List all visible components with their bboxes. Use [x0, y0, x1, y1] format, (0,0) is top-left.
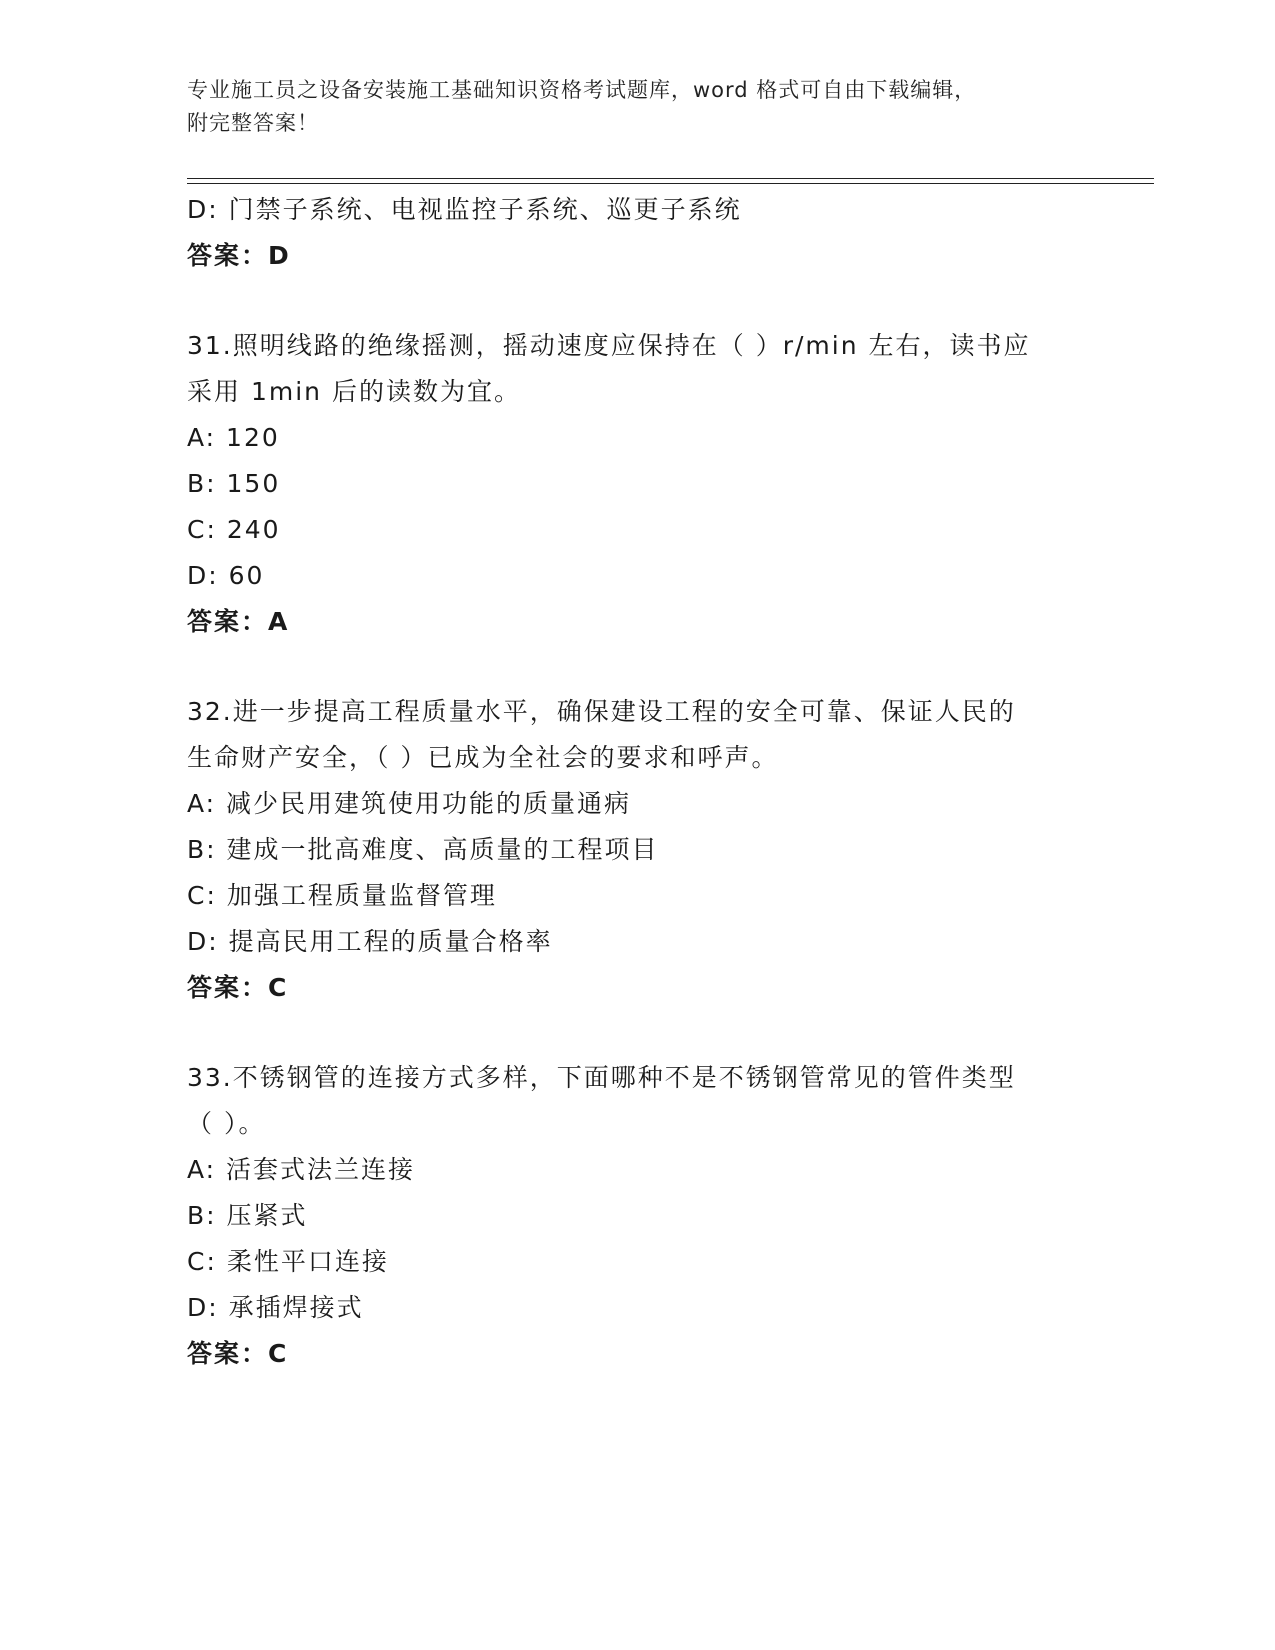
- answer-line: 答案：A: [187, 607, 290, 636]
- answer-line: 答案：D: [187, 241, 291, 270]
- question-stem: 31.照明线路的绝缘摇测，摇动速度应保持在（ ）r/min 左右，读书应: [187, 331, 1031, 360]
- option-d: D: 门禁子系统、电视监控子系统、巡更子系统: [187, 195, 742, 224]
- option-c: C: 240: [187, 515, 281, 544]
- answer-line: 答案：C: [187, 973, 289, 1002]
- previous-question-tail: [187, 187, 1087, 279]
- answer-line: 答案：C: [187, 1339, 289, 1368]
- document-header: [187, 74, 1087, 140]
- option-c: C: 加强工程质量监督管理: [187, 881, 497, 910]
- question-stem-cont: （ ）。: [187, 1109, 266, 1138]
- question-stem-cont: 采用 1min 后的读数为宜。: [187, 377, 521, 406]
- question-31: [187, 323, 1087, 645]
- option-b: B: 建成一批高难度、高质量的工程项目: [187, 835, 659, 864]
- option-c: C: 柔性平口连接: [187, 1247, 389, 1276]
- option-a: A: 减少民用建筑使用功能的质量通病: [187, 789, 632, 818]
- question-list: [187, 187, 1087, 1377]
- option-a: A: 120: [187, 423, 280, 452]
- header-line-1: 专业施工员之设备安装施工基础知识资格考试题库，word 格式可自由下载编辑，: [187, 78, 977, 102]
- question-32: [187, 689, 1087, 1011]
- option-d: D: 提高民用工程的质量合格率: [187, 927, 553, 956]
- header-line-2: 附完整答案！: [187, 111, 319, 135]
- header-divider-top: [187, 178, 1154, 179]
- question-stem-cont: 生命财产安全，（ ）已成为全社会的要求和呼声。: [187, 743, 779, 772]
- question-stem: 33.不锈钢管的连接方式多样，下面哪种不是不锈钢管常见的管件类型: [187, 1063, 1016, 1092]
- question-stem: 32.进一步提高工程质量水平，确保建设工程的安全可靠、保证人民的: [187, 697, 1016, 726]
- header-divider-bottom: [187, 183, 1154, 184]
- option-a: A: 活套式法兰连接: [187, 1155, 416, 1184]
- option-d: D: 60: [187, 561, 265, 590]
- option-d: D: 承插焊接式: [187, 1293, 364, 1322]
- option-b: B: 150: [187, 469, 281, 498]
- question-33: [187, 1055, 1087, 1377]
- option-b: B: 压紧式: [187, 1201, 308, 1230]
